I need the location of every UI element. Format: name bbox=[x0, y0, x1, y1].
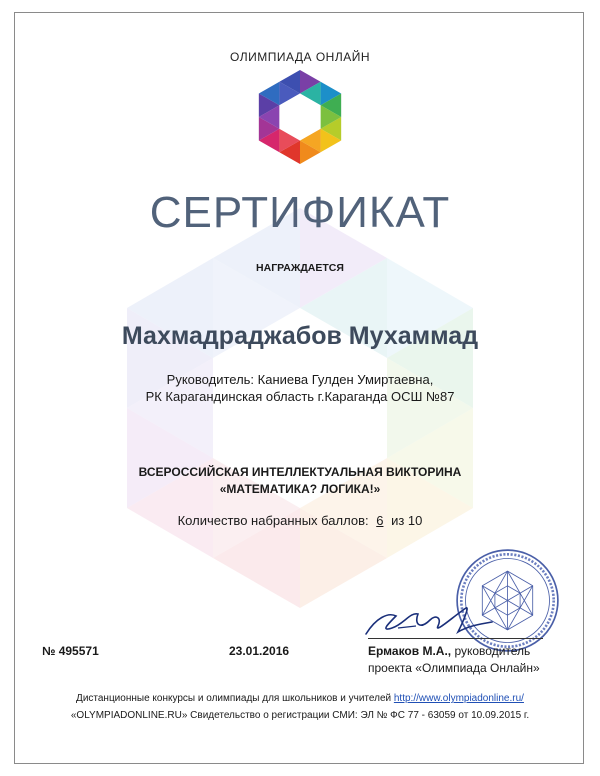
footer-text: Дистанционные конкурсы и олимпиады для школьников и учителей bbox=[76, 693, 394, 704]
issue-date: 23.01.2016 bbox=[229, 644, 290, 658]
supervisor-line: Руководитель: Каниева Гулден Умиртаевна, bbox=[166, 372, 434, 387]
signer-role-part2: проекта «Олимпиада Онлайн» bbox=[368, 661, 540, 675]
recipient-name: Махмадраджабов Мухаммад bbox=[121, 322, 479, 350]
signature-line bbox=[368, 638, 543, 639]
score-prefix: Количество набранных баллов: bbox=[177, 513, 369, 528]
score-line bbox=[0, 513, 600, 528]
hexagon-logo-icon bbox=[251, 68, 349, 166]
footer-link[interactable]: http://www.olympiadonline.ru/ bbox=[393, 693, 524, 704]
event-title-line1: ВСЕРОССИЙСКАЯ ИНТЕЛЛЕКТУАЛЬНАЯ ВИКТОРИНА bbox=[138, 465, 462, 479]
certificate-number: № 495571 bbox=[42, 644, 99, 658]
signer-name: Ермаков М.А., bbox=[368, 644, 452, 658]
score-value: 6 bbox=[376, 513, 384, 528]
signer-role-part1: руководитель bbox=[451, 644, 531, 658]
certificate-title: СЕРТИФИКАТ bbox=[149, 188, 451, 237]
score-suffix: из 10 bbox=[391, 513, 423, 528]
event-title-line2: «МАТЕМАТИКА? ЛОГИКА!» bbox=[219, 482, 381, 496]
footer-line2: «OLYMPIADONLINE.RU» Свидетельство о регистрации СМИ: ЭЛ № ФС 77 - 63059 от 10.09.2015 г. bbox=[70, 710, 530, 721]
footer-line1 bbox=[0, 693, 600, 704]
awarded-label: НАГРАЖДАЕТСЯ bbox=[256, 262, 344, 274]
school-line: РК Карагандинская область г.Караганда ОСШ №87 bbox=[145, 389, 455, 404]
signer-line bbox=[368, 644, 530, 658]
organization-name: ОЛИМПИАДА ОНЛАЙН bbox=[230, 50, 370, 64]
